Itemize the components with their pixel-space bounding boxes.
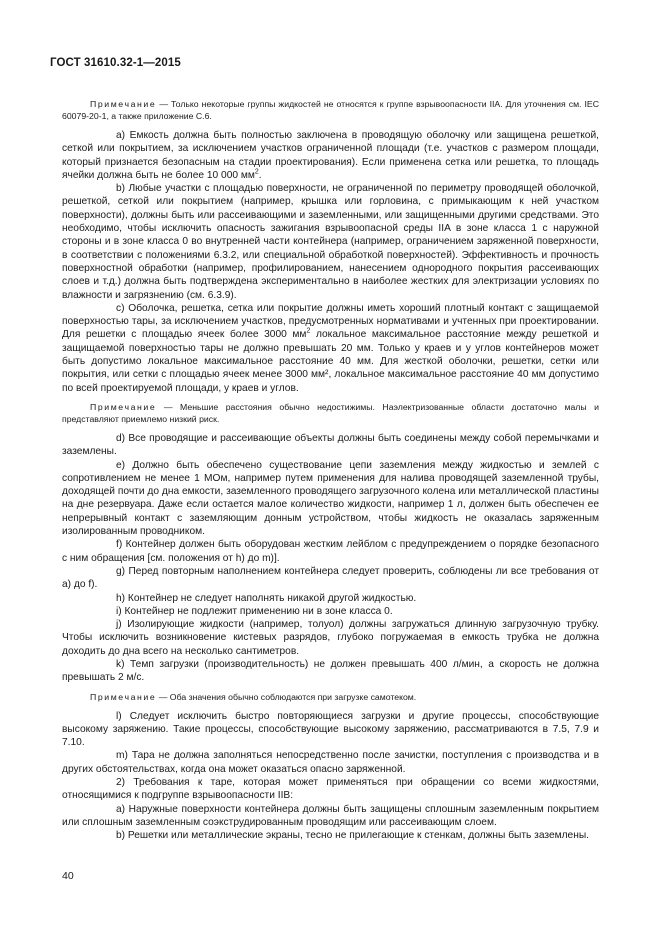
paragraph [62,182,599,302]
paragraph [62,302,599,395]
paragraph [62,605,599,618]
paragraph-text-continued: локальное максимальное расстояние между решеткой и защищаемой поверхностью тары не должно превышать 20 мм. Только у краев и у углов контейнеров может быть допустимо локальное максимальное расстояние 40 мм. Для жесткой оболочки, решетки, сетки или покрытия, или сетки с площадью ячеек менее 3000 мм², локальное максимальное расстояние 40 мм допустимо по всей проектируемой площади, у краев и углов. [62,329,599,394]
document-body [62,92,599,843]
paragraph-text: g) Перед повторным наполнением контейнера следует проверить, соблюдены ли все требования от a) до f). [62,565,599,591]
paragraph-text: f) Контейнер должен быть оборудован жестким лейблом с предупреждением о порядке безопасного с ним обращения [см. положения от h) до m)]. [62,539,599,564]
paragraph-text: l) Следует исключить быстро повторяющиеся загрузки и другие процессы, способствующие высокому заряжению. Такие процессы, способствующие высокому заряжению, рассматриваются в 7.5, 7.9 и 7.10. [62,710,599,749]
paragraph-text: a) Наружные поверхности контейнера должны быть защищены сплошным заземленным покрытием или сплошным заземленным соэкструдированным проводящим или рассеивающим слоем. [62,803,599,828]
paragraph [62,749,599,776]
note-label: Примечание [90,99,157,109]
page-number: 40 [62,870,74,882]
paragraph [62,565,599,592]
paragraph [62,776,599,803]
paragraph-text: m) Тара не должна заполняться непосредственно после зачистки, поступления с производства и в других обстоятельствах, когда она может оказаться опасно заряженной. [62,750,599,775]
paragraph-text: b) Решетки или металлические экраны, тесно не прилегающие к стенкам, должны быть заземлены. [116,830,590,842]
paragraph [62,538,599,565]
note [62,691,599,703]
superscript: 2 [306,328,311,336]
paragraph-text: j) Изолирующие жидкости (например, толуол) должны загружаться длинную загрузочную трубку. Чтобы исключить возникновение кистевых разрядов, глубоко погружаемая в емкость трубка не должна доходить до дна всего на несколько сантиметров. [62,619,599,657]
document-header: ГОСТ 31610.32-1—2015 [50,57,181,69]
paragraph [62,129,599,182]
note-label: Примечание [90,691,157,702]
paragraph [62,459,599,539]
paragraph [62,658,599,685]
superscript: 2 [254,168,259,176]
paragraph [62,829,599,842]
paragraph-text: b) Любые участки с площадью поверхности, не ограниченной по периметру проводящей оболочкой, решеткой, сеткой или покрытием (например, крышка или горловина, с примыкающим к ней участком поверхности), должны быть или рассеивающими и заземленными, или защищенными другими средствами. Это необходимо, чтобы исключить опасность зажигания взрывоопасной среды IIA в зоне класса 1 с наружной стороны и в зоне класса 0 во внутренней части контейнера (например, ограничением заряженной поверхности, в соответствии с положениями 6.3.2, или специальной обработкой поверхностей). Эффективность и прочность поверхностной обработки (например, профилированием, нанесением однородного покрытия рассеивающих слоев и т.д.) должна быть подтверждена экспериментально в наиболее жестких для электризации условиях по влажности и загрязнению (см. 6.3.9). [62,183,599,301]
paragraph [62,710,599,750]
paragraph-text: c) Оболочка, решетка, сетка или покрытие должны иметь хороший плотный контакт с защищаемой поверхностью тары, за исключением участков, предусмотренных нормативами и учтенных при проектировании. Для решетки с площадью ячеек более 3000 мм [62,302,599,341]
paragraph [62,618,599,658]
paragraph-text: h) Контейнер не следует наполнять никакой другой жидкостью. [116,592,417,604]
note-text: — Только некоторые группы жидкостей не относятся к группе взрывоопасности IIA. Для уточнения см. IEC 60079-20-1, а также приложение С.6. [62,99,599,121]
note-label: Примечание [90,401,157,412]
note [62,98,599,122]
paragraph [62,803,599,830]
paragraph-text: 2) Требования к таре, которая может применяться при обращении со всеми жидкостями, относящимися к подгруппе взрывоопасности IIB: [62,777,599,802]
paragraph [62,432,599,459]
paragraph-text-continued: . [258,169,262,181]
paragraph [62,592,599,605]
note [62,401,599,425]
paragraph-text: i) Контейнер не подлежит применению ни в зоне класса 0. [116,605,393,617]
note-text: — Меньшие расстояния обычно недостижимы. Наэлектризованные области достаточно малы и представляют приемлемо низкий риск. [62,401,599,424]
paragraph-text: a) Емкость должна быть полностью заключена в проводящую оболочку или защищена решеткой, сеткой или покрытием, за исключением участков ограниченной площади (т.е. участков с размером площади, который признается безопасным на стадии проектирования). Если применена сетка или решетка, то площадь ячейки должна быть не более 10 000 мм [62,130,599,181]
paragraph-text: e) Должно быть обеспечено существование цепи заземления между жидкостью и землей с сопротивлением не менее 1 МОм, например путем применения для налива проводящей заземленной трубы, доходящей почти до дна емкости, заземленного проводящего загрузочного колена или металлической пластины на дне резервуара. Даже если остается малое количество жидкости, например 1 л, должен быть обеспечен ее непрерывный контакт с заземляющим донным устройством, чтобы жидкость не оказалась заряженным изолированным проводником. [62,459,599,538]
note-text: — Оба значения обычно соблюдаются при загрузке самотеком. [156,691,417,702]
paragraph-text: d) Все проводящие и рассеивающие объекты должны быть соединены между собой перемычками и заземлены. [62,432,599,458]
paragraph-text: k) Темп загрузки (производительность) не должен превышать 400 л/мин, а скорость не должна превышать 2 м/с. [62,658,599,684]
